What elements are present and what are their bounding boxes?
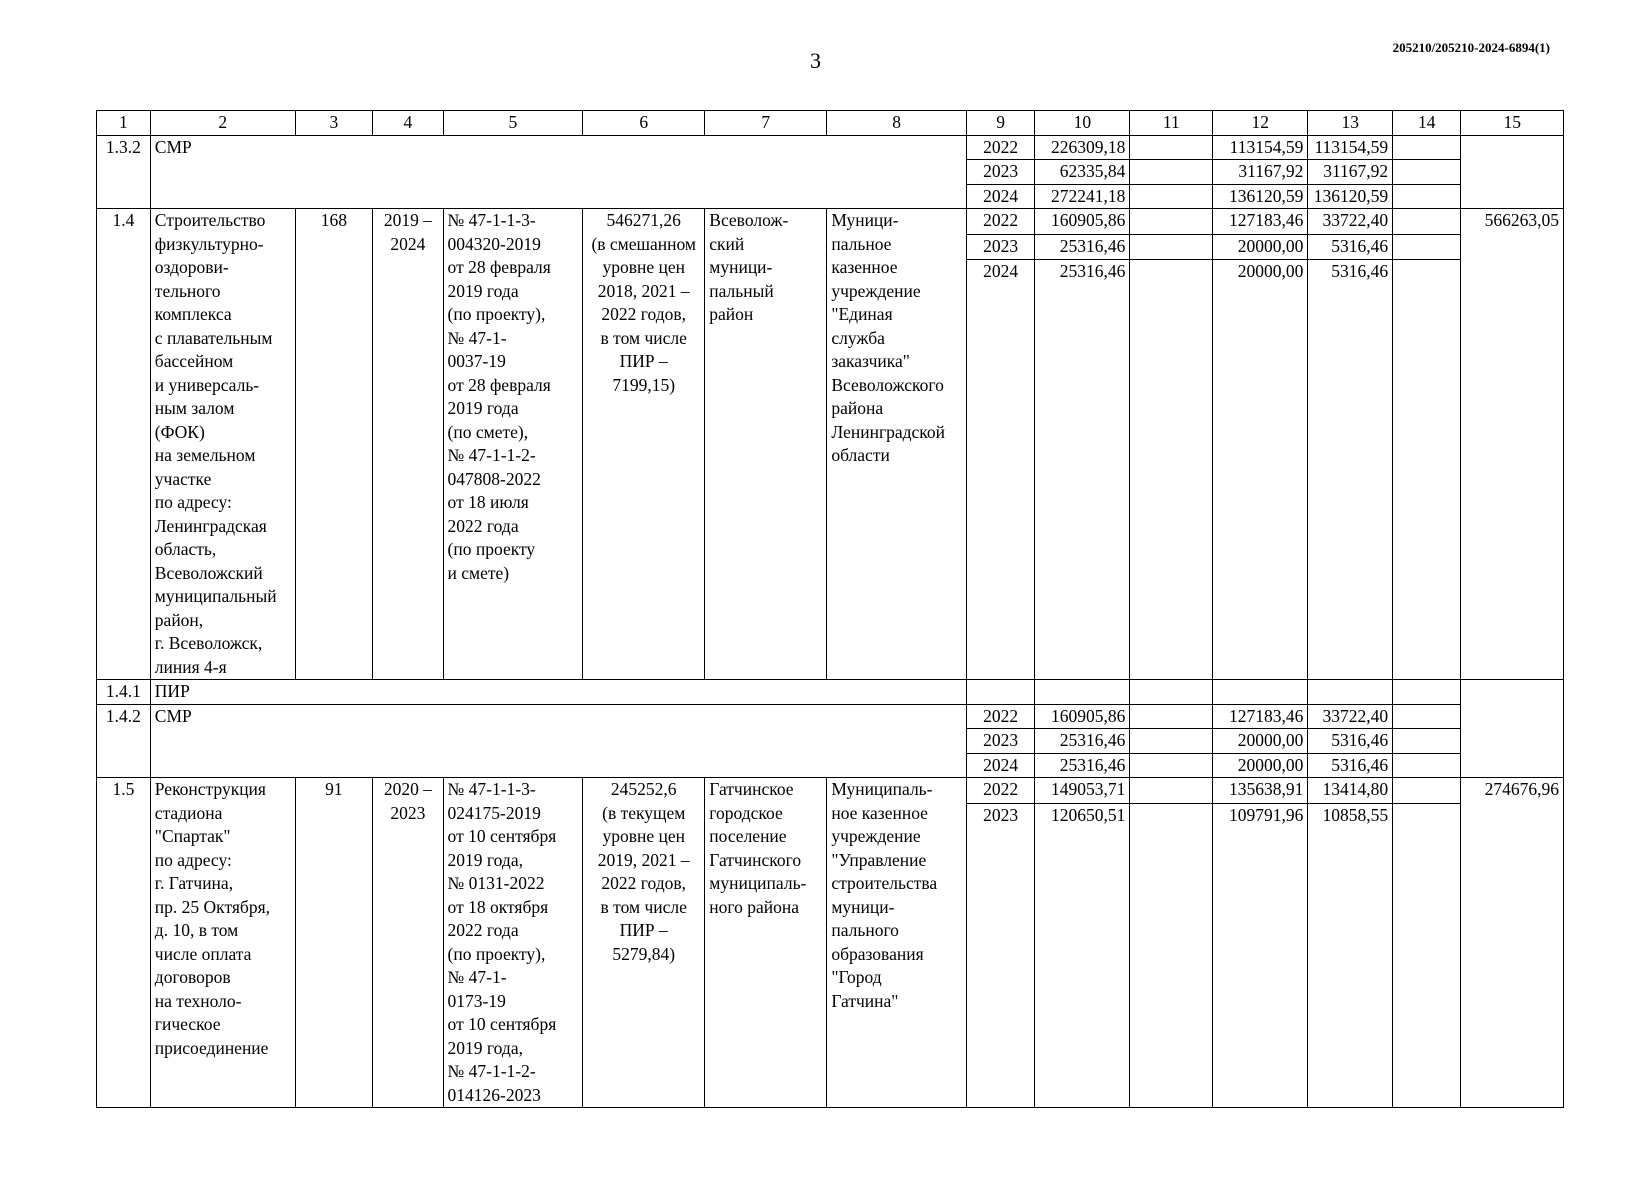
col-header: 6 (583, 111, 705, 136)
regional-cell: 20000,00 (1213, 234, 1308, 260)
row-number: 1.4.2 (97, 704, 151, 778)
col-header: 8 (827, 111, 967, 136)
regional-cell: 127183,46 (1213, 209, 1308, 235)
year-cell: 2024 (966, 260, 1034, 680)
col-header: 15 (1461, 111, 1564, 136)
customer-cell: Муници- пальное казенное учреждение "Единая служба заказчика" Всеволожского района Ленинградской области (827, 209, 967, 680)
object-name: Строительство физкультурно- оздорови- тельного комплекса с плавательным бассейном и универсаль- ным залом (ФОК) на земельном участке по адресу: Ленинградская область, Всеволожский муниципальный район, г. Всеволожск, линия 4-я (150, 209, 295, 680)
year-cell: 2024 (966, 753, 1034, 778)
year-cell: 2023 (966, 160, 1034, 185)
col-header: 2 (150, 111, 295, 136)
object-name: Реконструкция стадиона "Спартак" по адресу: г. Гатчина, пр. 25 Октября, д. 10, в том числе оплата договоров на техноло- гическое присоединение (150, 778, 295, 1108)
total-cell: 160905,86 (1035, 209, 1130, 235)
row-name: СМР (150, 704, 966, 778)
total-cell: 25316,46 (1035, 260, 1130, 680)
empty-cell (1035, 680, 1130, 705)
regional-cell: 20000,00 (1213, 729, 1308, 754)
local-cell: 136120,59 (1308, 184, 1393, 209)
empty-cell (1130, 680, 1213, 705)
empty-cell (1130, 234, 1213, 260)
year-cell: 2023 (966, 804, 1034, 1108)
year-cell: 2022 (966, 704, 1034, 729)
total-cell: 272241,18 (1035, 184, 1130, 209)
empty-cell (1130, 260, 1213, 680)
table-row (97, 680, 1564, 705)
total-cell: 25316,46 (1035, 753, 1130, 778)
customer-cell: Муниципаль- ное казенное учреждение "Управление строительства муници- пального образования "Город Гатчина" (827, 778, 967, 1108)
total-cell: 160905,86 (1035, 704, 1130, 729)
empty-cell (1393, 135, 1461, 160)
local-cell: 31167,92 (1308, 160, 1393, 185)
empty-cell (1130, 778, 1213, 804)
empty-cell (1461, 135, 1564, 209)
total-cell: 62335,84 (1035, 160, 1130, 185)
row-name: ПИР (150, 680, 966, 705)
local-cell: 113154,59 (1308, 135, 1393, 160)
regional-cell: 31167,92 (1213, 160, 1308, 185)
row-number: 1.3.2 (97, 135, 151, 209)
expertise-cell: № 47-1-1-3- 024175-2019 от 10 сентября 2019 года, № 0131-2022 от 18 октября 2022 года (по проекту), № 47-1- 0173-19 от 10 сентября 2019 года, № 47-1-1-2- 014126-2023 (443, 778, 583, 1108)
row-name: СМР (150, 135, 966, 209)
page-number: 3 (810, 48, 821, 73)
year-cell: 2023 (966, 729, 1034, 754)
period-cell: 2019 – 2024 (373, 209, 443, 680)
year-cell: 2022 (966, 209, 1034, 235)
empty-cell (1130, 753, 1213, 778)
regional-cell: 113154,59 (1213, 135, 1308, 160)
empty-cell (1393, 680, 1461, 705)
regional-cell: 20000,00 (1213, 260, 1308, 680)
capacity-cell: 168 (295, 209, 373, 680)
local-cell: 13414,80 (1308, 778, 1393, 804)
capacity-cell: 91 (295, 778, 373, 1108)
local-cell: 33722,40 (1308, 704, 1393, 729)
column-numbers-row (97, 111, 1564, 136)
local-cell: 5316,46 (1308, 260, 1393, 680)
table-row (97, 778, 1564, 804)
year-cell: 2024 (966, 184, 1034, 209)
limit-cell: 566263,05 (1461, 209, 1564, 680)
cost-cell: 546271,26 (в смешанном уровне цен 2018, 2021 – 2022 годов, в том числе ПИР – 7199,15) (583, 209, 705, 680)
empty-cell (1393, 729, 1461, 754)
total-cell: 25316,46 (1035, 234, 1130, 260)
empty-cell (1393, 778, 1461, 804)
program-table (96, 110, 1564, 1108)
empty-cell (1130, 160, 1213, 185)
empty-cell (1130, 184, 1213, 209)
empty-cell (1213, 680, 1308, 705)
table-row (97, 135, 1564, 160)
empty-cell (1393, 260, 1461, 680)
regional-cell: 109791,96 (1213, 804, 1308, 1108)
year-cell: 2022 (966, 778, 1034, 804)
col-header: 10 (1035, 111, 1130, 136)
table-row (97, 209, 1564, 235)
expertise-cell: № 47-1-1-3- 004320-2019 от 28 февраля 2019 года (по проекту), № 47-1- 0037-19 от 28 февраля 2019 года (по смете), № 47-1-1-2- 047808-2022 от 18 июля 2022 года (по проекту и смете) (443, 209, 583, 680)
regional-cell: 135638,91 (1213, 778, 1308, 804)
total-cell: 149053,71 (1035, 778, 1130, 804)
col-header: 5 (443, 111, 583, 136)
row-number: 1.5 (97, 778, 151, 1108)
empty-cell (1130, 135, 1213, 160)
total-cell: 25316,46 (1035, 729, 1130, 754)
empty-cell (1393, 184, 1461, 209)
empty-cell (1393, 704, 1461, 729)
col-header: 12 (1213, 111, 1308, 136)
col-header: 9 (966, 111, 1034, 136)
empty-cell (1461, 680, 1564, 778)
empty-cell (1393, 209, 1461, 235)
year-cell: 2022 (966, 135, 1034, 160)
col-header: 13 (1308, 111, 1393, 136)
regional-cell: 127183,46 (1213, 704, 1308, 729)
empty-cell (1308, 680, 1393, 705)
regional-cell: 136120,59 (1213, 184, 1308, 209)
col-header: 14 (1393, 111, 1461, 136)
cost-cell: 245252,6 (в текущем уровне цен 2019, 2021 – 2022 годов, в том числе ПИР – 5279,84) (583, 778, 705, 1108)
empty-cell (1130, 804, 1213, 1108)
row-number: 1.4 (97, 209, 151, 680)
local-cell: 5316,46 (1308, 753, 1393, 778)
total-cell: 120650,51 (1035, 804, 1130, 1108)
limit-cell: 274676,96 (1461, 778, 1564, 1108)
municipality-cell: Всеволож- ский муници- пальный район (705, 209, 827, 680)
regional-cell: 20000,00 (1213, 753, 1308, 778)
empty-cell (1393, 160, 1461, 185)
col-header: 4 (373, 111, 443, 136)
row-number: 1.4.1 (97, 680, 151, 705)
local-cell: 33722,40 (1308, 209, 1393, 235)
municipality-cell: Гатчинское городское поселение Гатчинского муниципаль- ного района (705, 778, 827, 1108)
local-cell: 5316,46 (1308, 234, 1393, 260)
col-header: 1 (97, 111, 151, 136)
empty-cell (1130, 729, 1213, 754)
empty-cell (1393, 804, 1461, 1108)
empty-cell (1393, 234, 1461, 260)
document-id: 205210/205210-2024-6894(1) (1392, 40, 1550, 55)
local-cell: 5316,46 (1308, 729, 1393, 754)
empty-cell (1130, 704, 1213, 729)
period-cell: 2020 – 2023 (373, 778, 443, 1108)
empty-cell (966, 680, 1034, 705)
empty-cell (1130, 209, 1213, 235)
col-header: 7 (705, 111, 827, 136)
local-cell: 10858,55 (1308, 804, 1393, 1108)
col-header: 3 (295, 111, 373, 136)
table-row (97, 704, 1564, 729)
year-cell: 2023 (966, 234, 1034, 260)
col-header: 11 (1130, 111, 1213, 136)
total-cell: 226309,18 (1035, 135, 1130, 160)
empty-cell (1393, 753, 1461, 778)
